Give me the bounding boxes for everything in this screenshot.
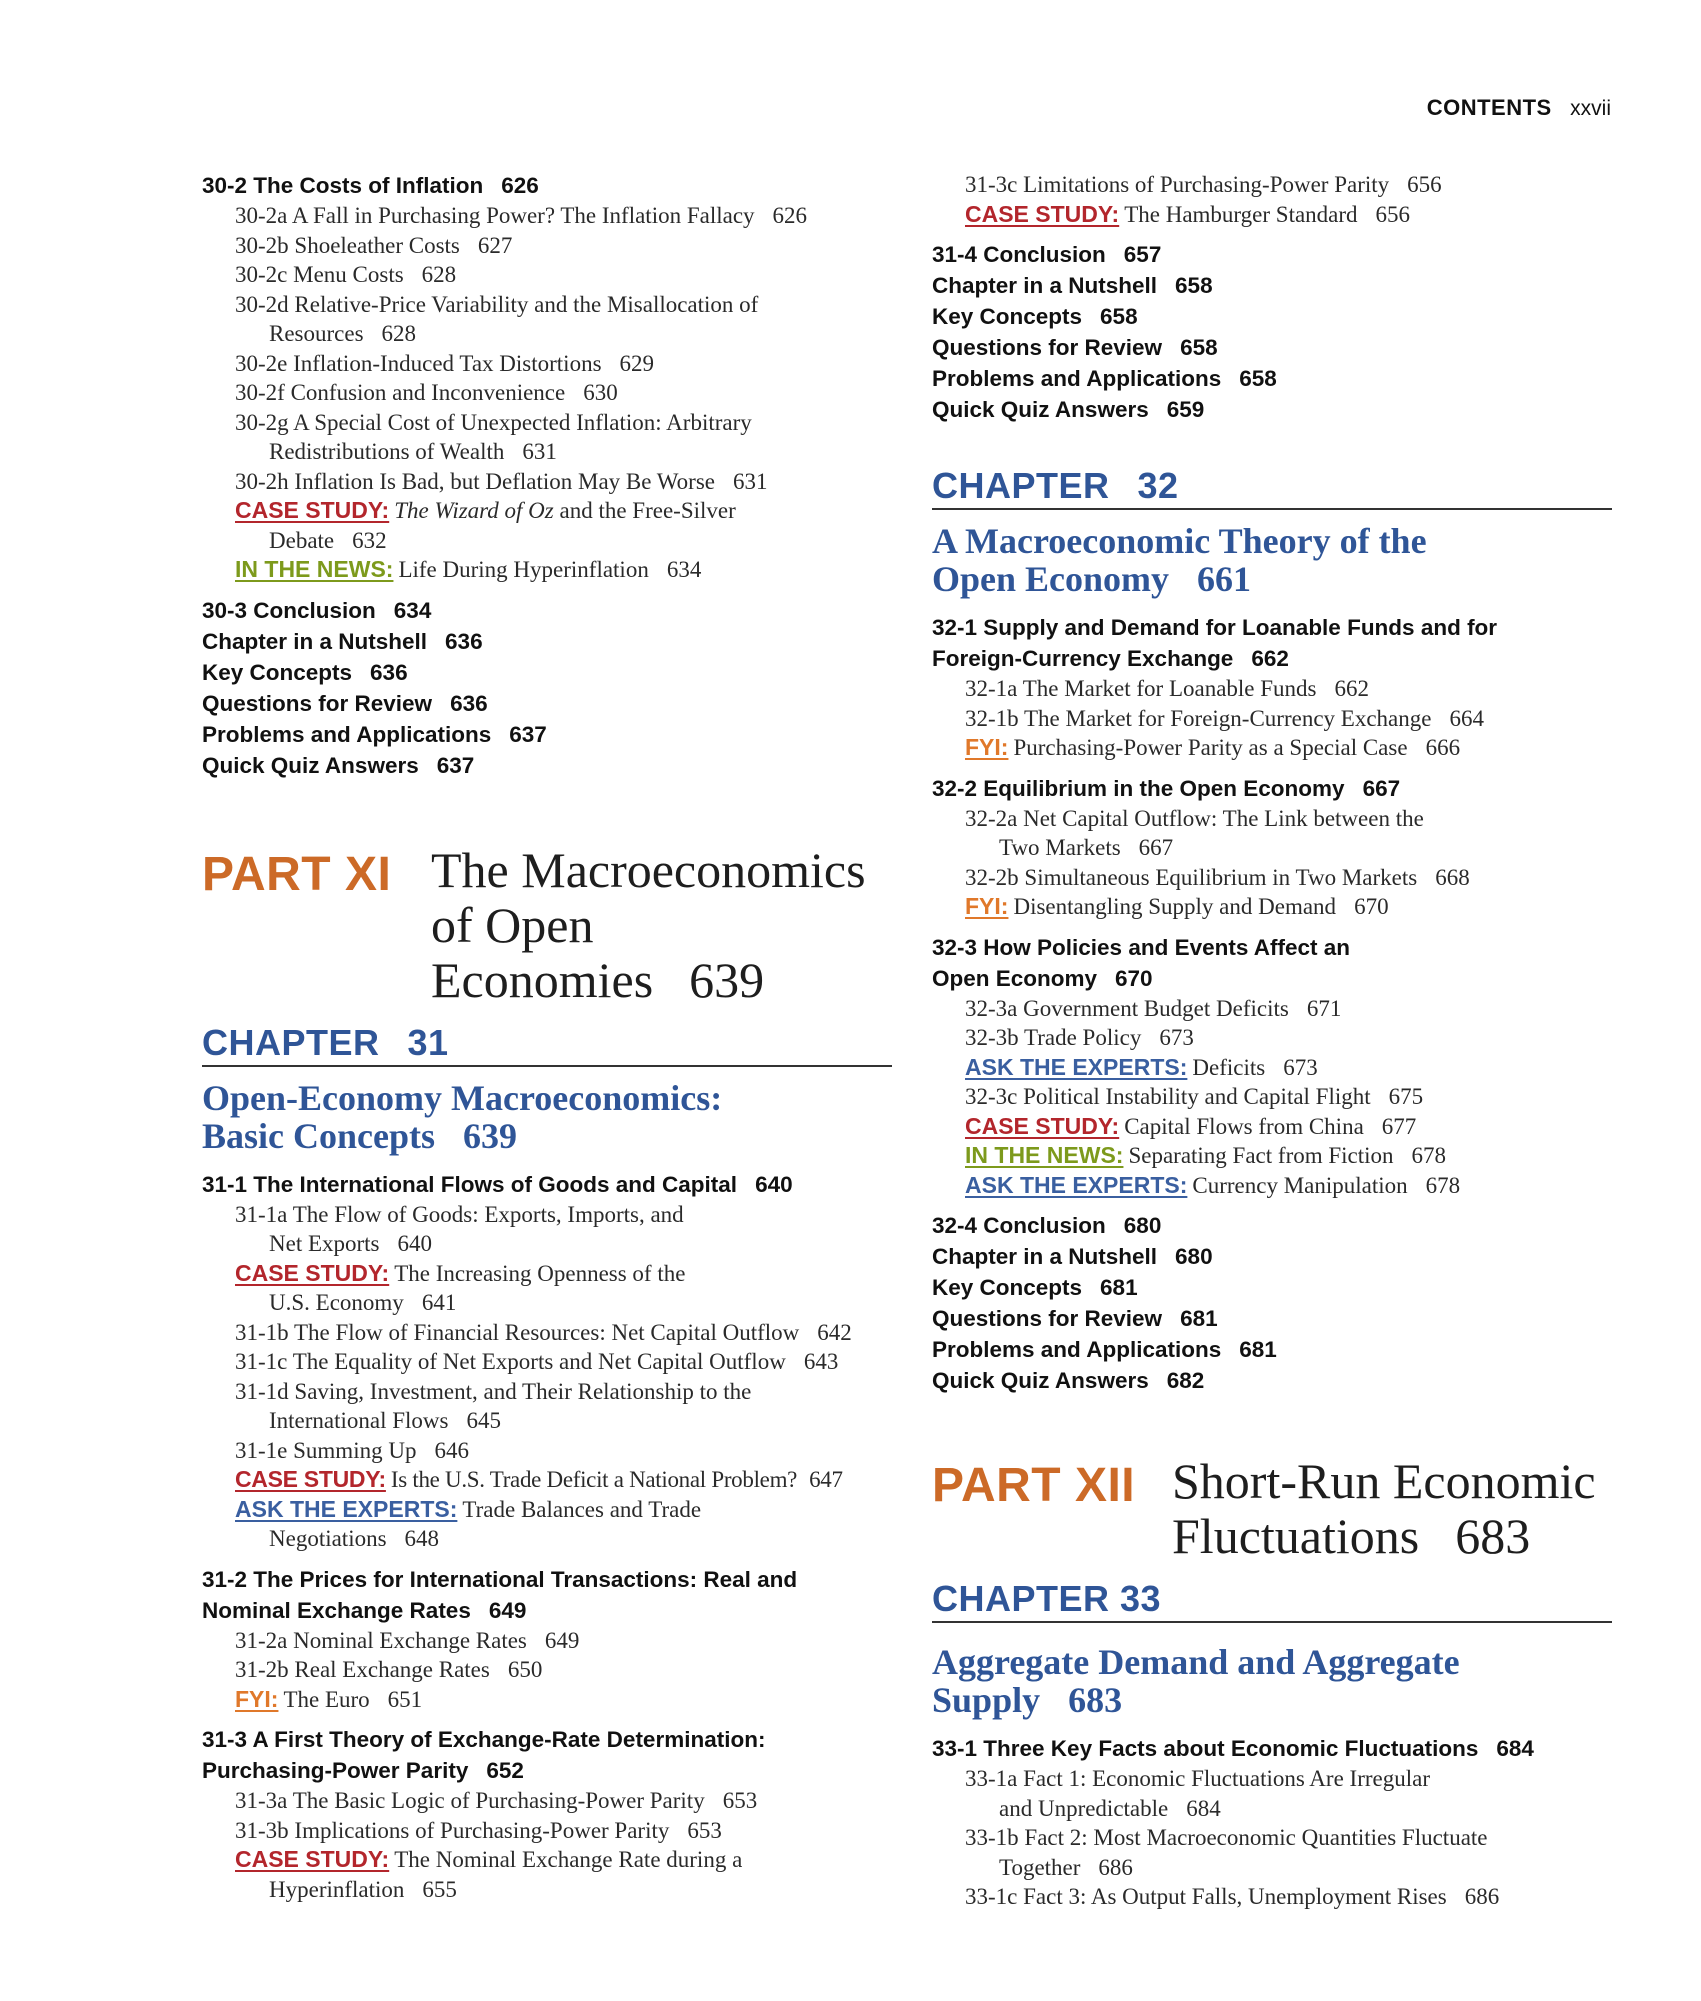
toc-item[interactable]: 30-2g A Special Cost of Unexpected Inflation: Arbitrary Redistributions of Wealth 631 bbox=[235, 409, 752, 464]
ask-the-experts-label: ASK THE EXPERTS: bbox=[965, 1053, 1188, 1080]
toc-item[interactable]: 31-3b Implications of Purchasing-Power Parity 653 bbox=[235, 1817, 722, 1843]
toc-questions-review[interactable]: Questions for Review 681 bbox=[932, 1306, 1218, 1331]
toc-item[interactable]: 30-2b Shoeleather Costs 627 bbox=[235, 232, 513, 258]
toc-item[interactable]: 30-2f Confusion and Inconvenience 630 bbox=[235, 380, 618, 405]
toc-item[interactable]: 31-1d Saving, Investment, and Their Relationship to the International Flows 645 bbox=[235, 1378, 752, 1433]
toc-problems-applications[interactable]: Problems and Applications 681 bbox=[932, 1337, 1277, 1362]
chapter-31-label: CHAPTER 31 bbox=[202, 1022, 892, 1067]
toc-item[interactable]: 31-3c Limitations of Purchasing-Power Parity 656 bbox=[965, 172, 1442, 197]
toc-problems-applications[interactable]: Problems and Applications 658 bbox=[932, 366, 1277, 391]
fyi-item[interactable]: FYI: Disentangling Supply and Demand 670 bbox=[965, 893, 1389, 919]
toc-item[interactable]: 33-1a Fact 1: Economic Fluctuations Are Irregular and Unpredictable 684 bbox=[965, 1766, 1430, 1821]
running-head bbox=[1427, 95, 1611, 121]
part-xii-heading[interactable] bbox=[932, 1454, 1612, 1564]
case-study-label: CASE STUDY: bbox=[235, 497, 390, 523]
toc-item[interactable]: 33-1c Fact 3: As Output Falls, Unemployment Rises 686 bbox=[965, 1884, 1500, 1909]
toc-item[interactable]: 32-2a Net Capital Outflow: The Link between the Two Markets 667 bbox=[965, 805, 1424, 860]
toc-section-32-3[interactable]: 32-3 How Policies and Events Affect an Open Economy 670 bbox=[932, 934, 1351, 991]
toc-chapter-nutshell[interactable]: Chapter in a Nutshell 636 bbox=[202, 628, 483, 654]
toc-problems-applications[interactable]: Problems and Applications 637 bbox=[202, 721, 547, 747]
fyi-label: FYI: bbox=[965, 734, 1009, 760]
in-the-news-item[interactable]: IN THE NEWS: Life During Hyperinflation 634 bbox=[235, 556, 702, 582]
toc-item[interactable]: 30-2h Inflation Is Bad, but Deflation May Be Worse 631 bbox=[235, 468, 768, 494]
case-study-label: CASE STUDY: bbox=[235, 1846, 390, 1872]
toc-item[interactable]: 32-1a The Market for Loanable Funds 662 bbox=[965, 676, 1370, 701]
toc-item[interactable]: 31-1c The Equality of Net Exports and Net Capital Outflow 643 bbox=[235, 1349, 839, 1374]
toc-item[interactable]: 31-2b Real Exchange Rates 650 bbox=[235, 1657, 543, 1682]
chapter-32-title[interactable]: A Macroeconomic Theory of the Open Economy 661 bbox=[932, 521, 1427, 599]
toc-quick-quiz[interactable]: Quick Quiz Answers 659 bbox=[932, 397, 1205, 422]
toc-item[interactable]: 30-2e Inflation-Induced Tax Distortions 629 bbox=[235, 350, 655, 376]
in-the-news-label: IN THE NEWS: bbox=[235, 556, 394, 582]
chapter-33-label: CHAPTER 33 bbox=[932, 1578, 1612, 1623]
chapter-32-label: CHAPTER 32 bbox=[932, 465, 1612, 510]
toc-item[interactable]: 32-1b The Market for Foreign-Currency Exchange 664 bbox=[965, 705, 1484, 731]
toc-chapter-nutshell[interactable]: Chapter in a Nutshell 658 bbox=[932, 273, 1213, 298]
case-study-item[interactable]: CASE STUDY: The Hamburger Standard 656 bbox=[965, 200, 1411, 227]
toc-key-concepts[interactable]: Key Concepts 636 bbox=[202, 659, 408, 685]
case-study-item[interactable]: CASE STUDY: Is the U.S. Trade Deficit a National Problem? 647 bbox=[235, 1466, 843, 1492]
chapter-31-title[interactable]: Open-Economy Macroeconomics: Basic Concepts 639 bbox=[202, 1077, 723, 1156]
ask-the-experts-item[interactable]: ASK THE EXPERTS: Deficits 673 bbox=[965, 1053, 1318, 1080]
toc-section-32-1[interactable]: 32-1 Supply and Demand for Loanable Funds and for Foreign-Currency Exchange 662 bbox=[932, 615, 1498, 671]
ask-the-experts-item[interactable]: ASK THE EXPERTS: Currency Manipulation 678 bbox=[965, 1171, 1461, 1198]
toc-section-31-3[interactable]: 31-3 A First Theory of Exchange-Rate Determination: Purchasing-Power Parity 652 bbox=[202, 1727, 766, 1783]
toc-item[interactable]: 32-3b Trade Policy 673 bbox=[965, 1025, 1194, 1050]
toc-item[interactable]: 33-1b Fact 2: Most Macroeconomic Quantities Fluctuate Together 686 bbox=[965, 1825, 1488, 1880]
toc-item[interactable]: 31-1b The Flow of Financial Resources: Net Capital Outflow 642 bbox=[235, 1319, 852, 1345]
ask-the-experts-label: ASK THE EXPERTS: bbox=[235, 1495, 458, 1522]
toc-chapter-nutshell[interactable]: Chapter in a Nutshell 680 bbox=[932, 1244, 1213, 1269]
toc-key-concepts[interactable]: Key Concepts 658 bbox=[932, 304, 1138, 329]
toc-item[interactable]: 31-2a Nominal Exchange Rates 649 bbox=[235, 1627, 580, 1653]
toc-item[interactable]: 31-1a The Flow of Goods: Exports, Imports, and Net Exports 640 bbox=[235, 1201, 684, 1256]
toc-item[interactable]: 30-2a A Fall in Purchasing Power? The Inflation Fallacy 626 bbox=[235, 203, 808, 228]
toc-item[interactable]: 31-1e Summing Up 646 bbox=[235, 1437, 469, 1463]
toc-section-32-4[interactable]: 32-4 Conclusion 680 bbox=[932, 1213, 1162, 1238]
toc-questions-review[interactable]: Questions for Review 658 bbox=[932, 335, 1218, 360]
toc-item[interactable]: 32-2b Simultaneous Equilibrium in Two Markets 668 bbox=[965, 864, 1470, 890]
left-column bbox=[202, 170, 892, 1904]
toc-key-concepts[interactable]: Key Concepts 681 bbox=[932, 1275, 1138, 1300]
toc-item[interactable]: 32-3c Political Instability and Capital Flight 675 bbox=[965, 1084, 1424, 1109]
toc-section-31-2[interactable]: 31-2 The Prices for International Transactions: Real and Nominal Exchange Rates 649 bbox=[202, 1566, 798, 1623]
right-column bbox=[932, 170, 1612, 1912]
toc-item[interactable]: 30-2d Relative-Price Variability and the Misallocation of Resources 628 bbox=[235, 291, 759, 346]
toc-section-31-4[interactable]: 31-4 Conclusion 657 bbox=[932, 242, 1162, 267]
case-study-item[interactable]: CASE STUDY: The Increasing Openness of the U.S. Economy 641 bbox=[235, 1259, 686, 1315]
running-head-title: CONTENTS bbox=[1426, 95, 1552, 120]
toc-section-33-1[interactable]: 33-1 Three Key Facts about Economic Fluctuations 684 bbox=[932, 1736, 1534, 1761]
fyi-label: FYI: bbox=[965, 893, 1009, 919]
case-study-label: CASE STUDY: bbox=[235, 1259, 390, 1286]
case-study-item[interactable]: CASE STUDY: Capital Flows from China 677 bbox=[965, 1112, 1417, 1139]
toc-quick-quiz[interactable]: Quick Quiz Answers 637 bbox=[202, 752, 475, 778]
in-the-news-item[interactable]: IN THE NEWS: Separating Fact from Fiction 678 bbox=[965, 1142, 1447, 1168]
in-the-news-label: IN THE NEWS: bbox=[965, 1142, 1124, 1168]
toc-questions-review[interactable]: Questions for Review 636 bbox=[202, 690, 488, 716]
toc-item[interactable]: 30-2c Menu Costs 628 bbox=[235, 262, 457, 287]
toc-section-30-2[interactable]: 30-2 The Costs of Inflation 626 bbox=[202, 173, 539, 198]
toc-item[interactable]: 32-3a Government Budget Deficits 671 bbox=[965, 995, 1342, 1021]
part-label: PART XII bbox=[932, 1459, 1136, 1512]
toc-section-30-3[interactable]: 30-3 Conclusion 634 bbox=[202, 597, 432, 623]
part-xi-heading[interactable] bbox=[202, 843, 892, 1008]
fyi-item[interactable]: FYI: Purchasing-Power Parity as a Special Case 666 bbox=[965, 734, 1461, 760]
case-study-label: CASE STUDY: bbox=[965, 1112, 1120, 1139]
toc-quick-quiz[interactable]: Quick Quiz Answers 682 bbox=[932, 1368, 1205, 1393]
part-label: PART XI bbox=[202, 847, 392, 901]
fyi-item[interactable]: FYI: The Euro 651 bbox=[235, 1685, 423, 1712]
part-title: Short-Run Economic Fluctuations 683 bbox=[1172, 1453, 1596, 1564]
case-study-label: CASE STUDY: bbox=[235, 1466, 386, 1492]
part-title: The Macroeconomics of Open Economies 639 bbox=[431, 841, 866, 1008]
chapter-33-title[interactable]: Aggregate Demand and Aggregate Supply 683 bbox=[932, 1642, 1460, 1720]
case-study-item[interactable]: CASE STUDY: The Nominal Exchange Rate during a Hyperinflation 655 bbox=[235, 1846, 743, 1902]
toc-section-32-2[interactable]: 32-2 Equilibrium in the Open Economy 667 bbox=[932, 775, 1401, 801]
ask-the-experts-item[interactable]: ASK THE EXPERTS: Trade Balances and Trade Negotiations 648 bbox=[235, 1495, 702, 1551]
toc-section-31-1[interactable]: 31-1 The International Flows of Goods and Capital 640 bbox=[202, 1171, 793, 1197]
ask-the-experts-label: ASK THE EXPERTS: bbox=[965, 1171, 1188, 1198]
case-study-label: CASE STUDY: bbox=[965, 200, 1120, 227]
running-head-page: xxvii bbox=[1570, 97, 1611, 120]
fyi-label: FYI: bbox=[235, 1685, 279, 1712]
toc-item[interactable]: 31-3a The Basic Logic of Purchasing-Power Parity 653 bbox=[235, 1788, 758, 1813]
case-study-item[interactable]: CASE STUDY: The Wizard of Oz and the Free-Silver Debate 632 bbox=[235, 497, 736, 553]
